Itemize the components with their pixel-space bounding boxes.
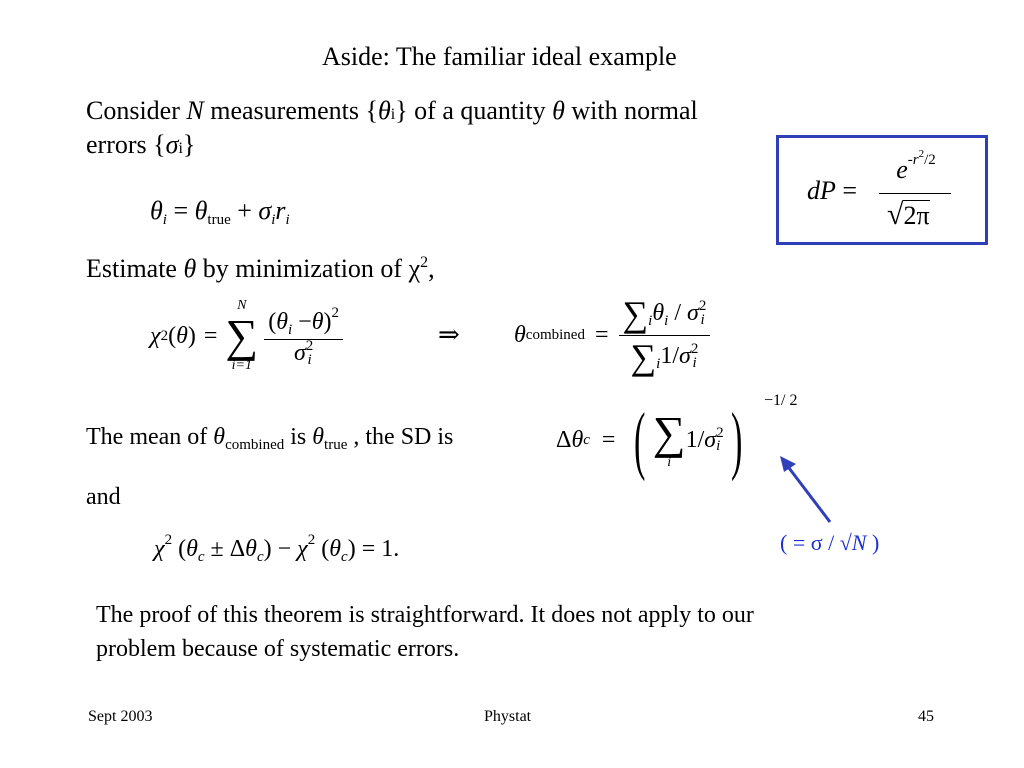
mean-text: is [284,424,313,450]
tc-sigma: σ [679,342,691,369]
sd-sum-sign: ∑ [652,407,686,458]
eq-equals: = [173,196,189,225]
pdf-two-pi-text: 2π [903,201,930,230]
tc-sub: i [656,355,661,372]
chi2-equals: = [203,322,218,349]
mean-text: The mean of [86,424,214,450]
arrow-icon [770,450,840,530]
eq-sub: true [207,212,231,228]
tc-one-over: 1/ [660,342,679,369]
chi2-sup: 2 [331,304,340,321]
intro-text: errors { [86,130,166,159]
sd-note-text: / [822,530,840,555]
chi2-paren: ( [168,322,177,349]
tc-sub: combined [525,326,585,343]
tc-scripts [691,343,699,370]
chi2-theta: θ [311,308,324,335]
eq2-minus: − [277,536,292,562]
estimate-chi: χ [408,254,421,283]
tc-equals: = [594,321,609,348]
tc-subi: i [692,354,697,371]
sd-note-text: ) [866,530,880,555]
intro-line-2 [86,130,195,160]
sd-big-paren: ) [730,398,742,482]
sd-note-text: ( = [780,530,811,555]
intro-text: with normal [564,96,698,125]
intro-theta: θ [377,96,391,125]
estimate-sup: 2 [420,254,429,271]
eq2-result: 1. [381,536,400,562]
footer-page-number: 45 [918,708,934,725]
and-text: and [86,484,121,510]
pdf-e: e [896,155,908,184]
eq-plus: + [237,196,252,225]
sd-scripts [716,424,724,454]
eq2-equals: = [361,536,376,562]
sd-note-sigma: σ [810,530,823,555]
eq-sub: i [162,212,167,228]
tc-sup: 2 [690,341,699,358]
sd-sub: c [583,431,590,448]
eq2-pm: ± [210,536,224,562]
sd-subi: i [716,438,721,454]
chi2-paren: ) [323,308,332,335]
eq2-sup: 2 [164,532,173,548]
pdf-exp-sq: 2 [918,148,925,160]
estimate-line [86,254,435,284]
chi2-paren: ) [187,322,196,349]
intro-sigma: σ [165,130,179,159]
proof-line-1: The proof of this theorem is straightforward. It does not apply to our [96,602,754,628]
tc-sub: i [664,312,669,329]
proof-line-2: problem because of systematic errors. [96,636,460,662]
chi2-chi: χ [150,322,161,349]
tc-theta: θ [514,321,526,348]
chi2-fraction [264,305,343,368]
sd-sum [652,407,686,470]
intro-line-1 [86,96,698,126]
chi2-num [264,305,343,339]
tc-theta: θ [652,299,665,326]
chi2-plus-one-equation [154,532,399,566]
footer-conference: Phystat [484,708,532,725]
estimate-text: , [428,254,435,283]
intro-text: Consider [86,96,187,125]
eq2-theta: θ [186,536,198,562]
eq2-paren: ( [178,536,187,562]
estimate-theta: θ [183,254,197,283]
sd-big-paren: ( [634,398,646,482]
chi2-sigma: σ [293,339,306,366]
eq2-paren: ( [321,536,330,562]
chi2-den-scripts [306,340,314,367]
intro-text: } [182,130,196,159]
intro-text: measurements { [203,96,378,125]
sd-delta: Δ [556,426,572,453]
eq-r: r [275,196,286,225]
tc-sub: i [648,312,653,329]
slide-title: Aside: The familiar ideal example [322,42,677,71]
intro-text: } of a quantity [395,96,553,125]
pdf-denominator [887,198,930,232]
pdf-equation [807,176,857,206]
pdf-exp-r: -r [907,152,919,168]
tc-subi: i [700,311,705,328]
pdf-two-pi [903,200,929,230]
chi2-sum-upper: N [237,298,247,313]
mean-line [86,424,453,454]
tc-sigma: σ [686,299,699,326]
sd-equals: = [601,426,616,453]
eq2-paren: ) [347,536,356,562]
eq-sub: i [285,212,290,228]
tc-sum: ∑ [630,336,657,377]
eq-sigma: σ [258,196,272,225]
intro-N: N [186,96,204,125]
chi2-den-sup: 2 [305,338,314,355]
eq2-sub: c [197,549,205,565]
pdf-exponent [907,148,936,168]
eq-theta: θ [150,196,163,225]
chi2-theta: θ [176,322,188,349]
chi2-equation [150,296,343,376]
implies-arrow: ⇒ [438,320,460,349]
sd-exponent: −1/ 2 [764,392,798,409]
eq2-sup: 2 [307,532,316,548]
tc-num [619,293,711,335]
tc-scripts [699,300,707,327]
chi2-paren: ( [268,308,277,335]
mean-sub: true [324,437,348,453]
sd-note-sqrt: √ [839,530,852,555]
estimate-text: by minimization of [196,254,409,283]
eq2-chi: χ [154,536,165,562]
chi2-den-sub: i [307,351,312,368]
mean-theta: θ [213,424,226,450]
sd-sigma: σ [704,426,717,453]
intro-theta: θ [552,96,565,125]
sd-sup: 2 [716,424,724,441]
chi2-minus: − [298,308,312,335]
eq2-sub: c [341,549,348,565]
footer-date: Sept 2003 [88,708,153,725]
tc-fraction [619,293,711,378]
chi2-sup: 2 [160,327,169,344]
intro-subscript: i [178,140,183,157]
estimate-text: Estimate [86,254,184,283]
sd-note [780,530,879,556]
measurement-equation [150,196,290,229]
chi2-sum [225,299,258,373]
pdf-equals: = [842,176,858,205]
chi2-sum-sign: ∑ [225,310,259,361]
pdf-dP: dP [807,176,836,205]
sd-sum-lower: i [667,455,672,470]
sd-note-N: N [851,530,867,555]
pdf-fraction-bar [879,193,951,194]
eq-theta: θ [194,196,208,225]
intro-subscript: i [390,106,396,123]
eq2-theta: θ [245,536,257,562]
eq2-chi: χ [297,536,308,562]
gaussian-pdf-box [776,135,988,245]
chi2-den [264,339,343,368]
sd-one-over: 1/ [685,426,705,453]
mean-sub: combined [225,437,285,453]
eq2-theta: θ [329,536,342,562]
mean-text: , the SD is [347,424,454,450]
pdf-numerator [883,148,949,185]
eq-sub: i [271,212,276,228]
tc-sup: 2 [698,298,707,315]
theta-combined-equation [514,290,710,380]
sd-theta: θ [571,426,584,453]
eq2-delta: Δ [229,536,246,562]
sd-equation [556,395,749,485]
chi2-sum-lower: i=1 [231,358,252,373]
tc-den [619,335,711,378]
eq2-paren: ) [263,536,272,562]
pdf-sqrt: √ [887,198,904,231]
chi2-theta: θ [276,308,288,335]
tc-sum: ∑ [622,293,649,334]
pdf-exp-half: /2 [924,152,936,168]
mean-theta: θ [312,424,325,450]
eq2-sub: c [256,549,264,565]
tc-slash: / [674,299,681,326]
chi2-sub: i [288,321,293,338]
